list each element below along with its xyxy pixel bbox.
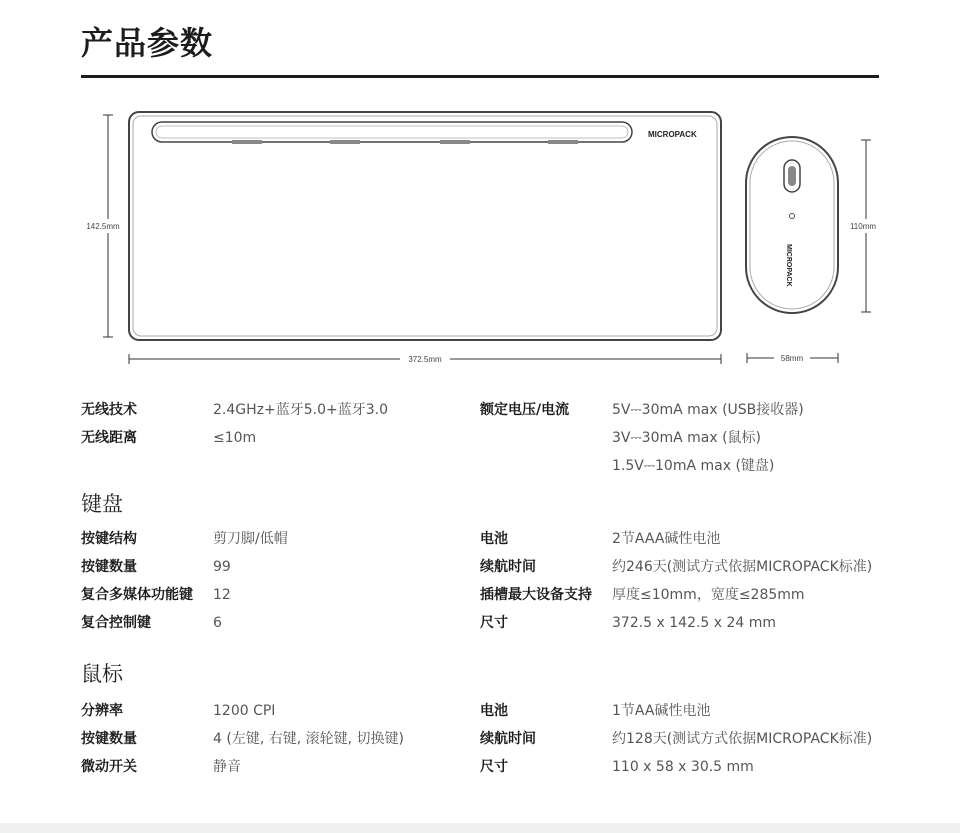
spec-value: 剪刀脚/低帽 — [213, 531, 288, 547]
spec-value: 约128天(测试方式依据MICROPACK标准) — [612, 731, 873, 747]
spec-label: 电池 — [480, 703, 508, 719]
spec-label: 无线技术 — [81, 402, 137, 418]
spec-label: 尺寸 — [480, 615, 508, 631]
dimension-label: 110mm — [849, 222, 877, 231]
spec-value: 6 — [213, 615, 222, 631]
spec-label: 无线距离 — [81, 430, 137, 446]
spec-value: 3V⎓30mA max (鼠标) — [612, 430, 762, 446]
spec-value: 12 — [213, 587, 231, 603]
spec-label: 复合控制键 — [81, 615, 151, 631]
spec-value: 1.5V⎓10mA max (键盘) — [612, 458, 775, 474]
spec-label: 复合多媒体功能键 — [81, 587, 193, 603]
spec-label: 按键数量 — [81, 731, 137, 747]
keyboard-heading: 键盘 — [81, 492, 123, 516]
product-dimension-figure — [0, 95, 960, 380]
keyboard-body — [129, 112, 721, 340]
keyboard-brand-logo: MICROPACK — [648, 130, 697, 139]
spec-label: 按键结构 — [81, 531, 137, 547]
mouse-brand-logo: MICROPACK — [785, 244, 792, 287]
title-divider — [81, 75, 879, 78]
spec-value: ≤10m — [213, 430, 257, 446]
spec-label: 按键数量 — [81, 559, 137, 575]
spec-label: 插槽最大设备支持 — [480, 587, 592, 603]
page-title: 产品参数 — [81, 24, 214, 62]
spec-value: 约246天(测试方式依据MICROPACK标准) — [612, 559, 873, 575]
spec-value: 静音 — [213, 759, 241, 775]
spec-value: 厚度≤10mm，宽度≤285mm — [612, 587, 805, 603]
spec-value: 1200 CPI — [213, 703, 276, 719]
dimension-label: 372.5mm — [408, 355, 442, 364]
spec-label: 续航时间 — [480, 731, 536, 747]
spec-value: 1节AA碱性电池 — [612, 703, 711, 719]
spec-label: 尺寸 — [480, 759, 508, 775]
spec-value: 5V⎓30mA max (USB接收器) — [612, 402, 804, 418]
spec-value: 110 x 58 x 30.5 mm — [612, 759, 754, 775]
spec-value: 2.4GHz+蓝牙5.0+蓝牙3.0 — [213, 402, 388, 418]
dimension-label: 142.5mm — [86, 222, 120, 231]
bottom-band — [0, 823, 960, 833]
spec-value: 2节AAA碱性电池 — [612, 531, 721, 547]
spec-label: 分辨率 — [81, 703, 123, 719]
device-slot — [152, 122, 632, 142]
spec-label: 额定电压/电流 — [480, 402, 570, 418]
mouse-heading: 鼠标 — [81, 662, 123, 686]
spec-value: 99 — [213, 559, 231, 575]
dimension-label: 58mm — [780, 354, 804, 363]
spec-value: 372.5 x 142.5 x 24 mm — [612, 615, 777, 631]
spec-value: 4 (左键, 右键, 滚轮键, 切换键) — [213, 731, 404, 747]
spec-label: 续航时间 — [480, 559, 536, 575]
spec-label: 电池 — [480, 531, 508, 547]
switch-button — [790, 214, 795, 219]
spec-label: 微动开关 — [81, 759, 137, 775]
